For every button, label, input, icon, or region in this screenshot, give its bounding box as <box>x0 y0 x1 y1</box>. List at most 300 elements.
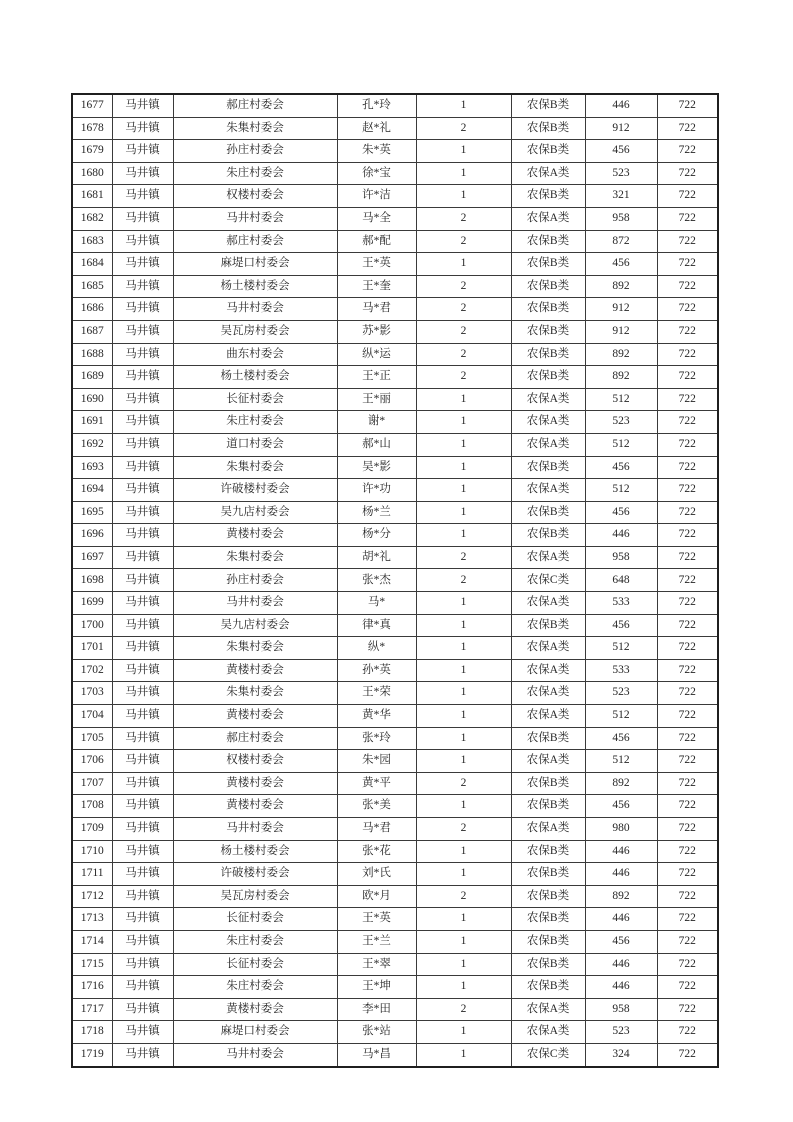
insurance-category: 农保B类 <box>511 185 585 208</box>
fixed-amount: 722 <box>657 795 718 818</box>
person-count: 1 <box>416 433 511 456</box>
village-committee: 权楼村委会 <box>173 750 337 773</box>
insurance-category: 农保A类 <box>511 705 585 728</box>
amount: 456 <box>585 501 657 524</box>
serial-number: 1709 <box>72 818 112 841</box>
insurance-category: 农保A类 <box>511 818 585 841</box>
table-row <box>72 366 718 389</box>
person-count: 2 <box>416 275 511 298</box>
town-name: 马井镇 <box>112 501 173 524</box>
fixed-amount: 722 <box>657 117 718 140</box>
serial-number: 1690 <box>72 388 112 411</box>
person-name: 郝*山 <box>337 433 416 456</box>
person-name: 杨*兰 <box>337 501 416 524</box>
insurance-category: 农保A类 <box>511 637 585 660</box>
village-committee: 黄楼村委会 <box>173 524 337 547</box>
amount: 512 <box>585 388 657 411</box>
insurance-category: 农保B类 <box>511 117 585 140</box>
fixed-amount: 722 <box>657 185 718 208</box>
amount: 512 <box>585 705 657 728</box>
person-name: 朱*英 <box>337 140 416 163</box>
serial-number: 1686 <box>72 298 112 321</box>
table-row <box>72 479 718 502</box>
amount: 872 <box>585 230 657 253</box>
person-name: 王*兰 <box>337 930 416 953</box>
town-name: 马井镇 <box>112 433 173 456</box>
amount: 456 <box>585 614 657 637</box>
person-count: 1 <box>416 1043 511 1066</box>
fixed-amount: 722 <box>657 682 718 705</box>
village-committee: 朱庄村委会 <box>173 976 337 999</box>
person-name: 律*真 <box>337 614 416 637</box>
serial-number: 1696 <box>72 524 112 547</box>
town-name: 马井镇 <box>112 343 173 366</box>
table-row <box>72 998 718 1021</box>
insurance-category: 农保B类 <box>511 253 585 276</box>
village-committee: 杨土楼村委会 <box>173 366 337 389</box>
person-name: 王*翠 <box>337 953 416 976</box>
person-name: 张*站 <box>337 1021 416 1044</box>
village-committee: 朱集村委会 <box>173 456 337 479</box>
fixed-amount: 722 <box>657 705 718 728</box>
person-count: 1 <box>416 614 511 637</box>
village-committee: 杨土楼村委会 <box>173 840 337 863</box>
person-count: 2 <box>416 772 511 795</box>
serial-number: 1714 <box>72 930 112 953</box>
table-row <box>72 659 718 682</box>
person-count: 1 <box>416 637 511 660</box>
person-count: 2 <box>416 818 511 841</box>
insurance-category: 农保B类 <box>511 524 585 547</box>
town-name: 马井镇 <box>112 885 173 908</box>
table-row <box>72 320 718 343</box>
person-count: 1 <box>416 1021 511 1044</box>
person-name: 张*美 <box>337 795 416 818</box>
town-name: 马井镇 <box>112 275 173 298</box>
person-name: 王*奎 <box>337 275 416 298</box>
fixed-amount: 722 <box>657 366 718 389</box>
amount: 892 <box>585 343 657 366</box>
village-committee: 吴瓦房村委会 <box>173 320 337 343</box>
village-committee: 孙庄村委会 <box>173 569 337 592</box>
village-committee: 黄楼村委会 <box>173 772 337 795</box>
town-name: 马井镇 <box>112 705 173 728</box>
insurance-category: 农保A类 <box>511 207 585 230</box>
table-row <box>72 433 718 456</box>
fixed-amount: 722 <box>657 637 718 660</box>
fixed-amount: 722 <box>657 230 718 253</box>
serial-number: 1694 <box>72 479 112 502</box>
table-row <box>72 501 718 524</box>
amount: 446 <box>585 840 657 863</box>
serial-number: 1707 <box>72 772 112 795</box>
village-committee: 黄楼村委会 <box>173 705 337 728</box>
table-row <box>72 456 718 479</box>
amount: 456 <box>585 253 657 276</box>
amount: 533 <box>585 659 657 682</box>
town-name: 马井镇 <box>112 298 173 321</box>
amount: 456 <box>585 140 657 163</box>
insurance-category: 农保A类 <box>511 682 585 705</box>
insurance-category: 农保B类 <box>511 501 585 524</box>
village-committee: 马井村委会 <box>173 1043 337 1066</box>
person-name: 李*田 <box>337 998 416 1021</box>
amount: 892 <box>585 366 657 389</box>
serial-number: 1706 <box>72 750 112 773</box>
person-count: 2 <box>416 117 511 140</box>
amount: 512 <box>585 433 657 456</box>
table-row <box>72 524 718 547</box>
person-name: 黄*平 <box>337 772 416 795</box>
person-count: 2 <box>416 230 511 253</box>
fixed-amount: 722 <box>657 456 718 479</box>
town-name: 马井镇 <box>112 185 173 208</box>
town-name: 马井镇 <box>112 727 173 750</box>
serial-number: 1688 <box>72 343 112 366</box>
table-row <box>72 275 718 298</box>
amount: 980 <box>585 818 657 841</box>
person-count: 1 <box>416 908 511 931</box>
fixed-amount: 722 <box>657 727 718 750</box>
serial-number: 1689 <box>72 366 112 389</box>
fixed-amount: 722 <box>657 863 718 886</box>
town-name: 马井镇 <box>112 976 173 999</box>
table-row <box>72 930 718 953</box>
village-committee: 吴九店村委会 <box>173 501 337 524</box>
person-count: 1 <box>416 162 511 185</box>
person-name: 许*洁 <box>337 185 416 208</box>
village-committee: 长征村委会 <box>173 953 337 976</box>
person-name: 许*功 <box>337 479 416 502</box>
amount: 892 <box>585 885 657 908</box>
town-name: 马井镇 <box>112 637 173 660</box>
amount: 958 <box>585 207 657 230</box>
person-name: 马* <box>337 592 416 615</box>
fixed-amount: 722 <box>657 320 718 343</box>
table-row <box>72 1043 718 1066</box>
amount: 512 <box>585 637 657 660</box>
amount: 446 <box>585 953 657 976</box>
village-committee: 许破楼村委会 <box>173 479 337 502</box>
person-name: 纵*运 <box>337 343 416 366</box>
person-count: 1 <box>416 501 511 524</box>
fixed-amount: 722 <box>657 343 718 366</box>
town-name: 马井镇 <box>112 524 173 547</box>
fixed-amount: 722 <box>657 840 718 863</box>
table-row <box>72 94 718 117</box>
village-committee: 长征村委会 <box>173 908 337 931</box>
person-name: 王*丽 <box>337 388 416 411</box>
serial-number: 1708 <box>72 795 112 818</box>
village-committee: 吴九店村委会 <box>173 614 337 637</box>
insurance-category: 农保A类 <box>511 998 585 1021</box>
village-committee: 黄楼村委会 <box>173 998 337 1021</box>
town-name: 马井镇 <box>112 320 173 343</box>
village-committee: 朱集村委会 <box>173 682 337 705</box>
town-name: 马井镇 <box>112 772 173 795</box>
person-name: 孔*玲 <box>337 94 416 117</box>
person-count: 1 <box>416 795 511 818</box>
fixed-amount: 722 <box>657 953 718 976</box>
amount: 523 <box>585 411 657 434</box>
town-name: 马井镇 <box>112 930 173 953</box>
insurance-category: 农保B类 <box>511 930 585 953</box>
insurance-category: 农保B类 <box>511 908 585 931</box>
table-row <box>72 863 718 886</box>
person-name: 刘*氏 <box>337 863 416 886</box>
serial-number: 1680 <box>72 162 112 185</box>
person-name: 王*英 <box>337 253 416 276</box>
town-name: 马井镇 <box>112 592 173 615</box>
serial-number: 1713 <box>72 908 112 931</box>
insurance-category: 农保B类 <box>511 727 585 750</box>
person-name: 孙*英 <box>337 659 416 682</box>
person-count: 2 <box>416 343 511 366</box>
person-count: 1 <box>416 411 511 434</box>
insurance-category: 农保A类 <box>511 546 585 569</box>
fixed-amount: 722 <box>657 998 718 1021</box>
person-name: 欧*月 <box>337 885 416 908</box>
amount: 648 <box>585 569 657 592</box>
serial-number: 1693 <box>72 456 112 479</box>
insurance-category: 农保A类 <box>511 479 585 502</box>
fixed-amount: 722 <box>657 1021 718 1044</box>
table-row <box>72 592 718 615</box>
fixed-amount: 722 <box>657 772 718 795</box>
table-row <box>72 750 718 773</box>
fixed-amount: 722 <box>657 1043 718 1066</box>
serial-number: 1684 <box>72 253 112 276</box>
fixed-amount: 722 <box>657 162 718 185</box>
town-name: 马井镇 <box>112 840 173 863</box>
person-count: 1 <box>416 930 511 953</box>
insurance-category: 农保B类 <box>511 772 585 795</box>
amount: 324 <box>585 1043 657 1066</box>
serial-number: 1699 <box>72 592 112 615</box>
person-count: 1 <box>416 388 511 411</box>
person-count: 1 <box>416 592 511 615</box>
table-row <box>72 388 718 411</box>
person-name: 马*昌 <box>337 1043 416 1066</box>
table-row <box>72 117 718 140</box>
insurance-category: 农保C类 <box>511 1043 585 1066</box>
village-committee: 孙庄村委会 <box>173 140 337 163</box>
town-name: 马井镇 <box>112 140 173 163</box>
fixed-amount: 722 <box>657 976 718 999</box>
serial-number: 1705 <box>72 727 112 750</box>
village-committee: 马井村委会 <box>173 207 337 230</box>
table-row <box>72 614 718 637</box>
person-count: 1 <box>416 479 511 502</box>
fixed-amount: 722 <box>657 569 718 592</box>
amount: 523 <box>585 1021 657 1044</box>
serial-number: 1679 <box>72 140 112 163</box>
town-name: 马井镇 <box>112 366 173 389</box>
village-committee: 郝庄村委会 <box>173 230 337 253</box>
beneficiary-table <box>71 93 719 1068</box>
town-name: 马井镇 <box>112 1021 173 1044</box>
village-committee: 马井村委会 <box>173 298 337 321</box>
insurance-category: 农保B类 <box>511 456 585 479</box>
amount: 512 <box>585 479 657 502</box>
town-name: 马井镇 <box>112 953 173 976</box>
amount: 456 <box>585 795 657 818</box>
village-committee: 许破楼村委会 <box>173 863 337 886</box>
serial-number: 1681 <box>72 185 112 208</box>
fixed-amount: 722 <box>657 207 718 230</box>
insurance-category: 农保B类 <box>511 795 585 818</box>
amount: 912 <box>585 298 657 321</box>
insurance-category: 农保B类 <box>511 863 585 886</box>
village-committee: 道口村委会 <box>173 433 337 456</box>
person-name: 徐*宝 <box>337 162 416 185</box>
person-name: 马*君 <box>337 298 416 321</box>
person-name: 杨*分 <box>337 524 416 547</box>
serial-number: 1717 <box>72 998 112 1021</box>
town-name: 马井镇 <box>112 456 173 479</box>
insurance-category: 农保A类 <box>511 162 585 185</box>
amount: 958 <box>585 546 657 569</box>
table-row <box>72 682 718 705</box>
table-row <box>72 637 718 660</box>
fixed-amount: 722 <box>657 592 718 615</box>
fixed-amount: 722 <box>657 94 718 117</box>
amount: 958 <box>585 998 657 1021</box>
insurance-category: 农保A类 <box>511 388 585 411</box>
town-name: 马井镇 <box>112 998 173 1021</box>
amount: 456 <box>585 930 657 953</box>
person-count: 1 <box>416 140 511 163</box>
village-committee: 麻堤口村委会 <box>173 253 337 276</box>
person-name: 张*玲 <box>337 727 416 750</box>
person-name: 马*全 <box>337 207 416 230</box>
person-name: 张*花 <box>337 840 416 863</box>
insurance-category: 农保B类 <box>511 885 585 908</box>
town-name: 马井镇 <box>112 818 173 841</box>
fixed-amount: 722 <box>657 546 718 569</box>
insurance-category: 农保A类 <box>511 659 585 682</box>
amount: 446 <box>585 94 657 117</box>
serial-number: 1711 <box>72 863 112 886</box>
fixed-amount: 722 <box>657 750 718 773</box>
amount: 512 <box>585 750 657 773</box>
insurance-category: 农保B类 <box>511 298 585 321</box>
table-row <box>72 207 718 230</box>
person-name: 郝*配 <box>337 230 416 253</box>
person-count: 1 <box>416 727 511 750</box>
fixed-amount: 722 <box>657 140 718 163</box>
town-name: 马井镇 <box>112 795 173 818</box>
person-count: 1 <box>416 524 511 547</box>
serial-number: 1677 <box>72 94 112 117</box>
person-count: 1 <box>416 863 511 886</box>
person-count: 2 <box>416 298 511 321</box>
person-name: 谢* <box>337 411 416 434</box>
person-name: 赵*礼 <box>337 117 416 140</box>
fixed-amount: 722 <box>657 253 718 276</box>
table-row <box>72 908 718 931</box>
person-name: 朱*园 <box>337 750 416 773</box>
fixed-amount: 722 <box>657 411 718 434</box>
serial-number: 1719 <box>72 1043 112 1066</box>
person-name: 王*正 <box>337 366 416 389</box>
table-row <box>72 727 718 750</box>
fixed-amount: 722 <box>657 275 718 298</box>
village-committee: 麻堤口村委会 <box>173 1021 337 1044</box>
amount: 892 <box>585 772 657 795</box>
person-count: 1 <box>416 253 511 276</box>
serial-number: 1691 <box>72 411 112 434</box>
town-name: 马井镇 <box>112 230 173 253</box>
serial-number: 1715 <box>72 953 112 976</box>
village-committee: 朱集村委会 <box>173 117 337 140</box>
fixed-amount: 722 <box>657 614 718 637</box>
serial-number: 1703 <box>72 682 112 705</box>
village-committee: 杨土楼村委会 <box>173 275 337 298</box>
serial-number: 1697 <box>72 546 112 569</box>
village-committee: 吴瓦房村委会 <box>173 885 337 908</box>
serial-number: 1704 <box>72 705 112 728</box>
amount: 456 <box>585 727 657 750</box>
person-count: 1 <box>416 456 511 479</box>
serial-number: 1710 <box>72 840 112 863</box>
insurance-category: 农保A类 <box>511 433 585 456</box>
village-committee: 马井村委会 <box>173 592 337 615</box>
fixed-amount: 722 <box>657 501 718 524</box>
town-name: 马井镇 <box>112 546 173 569</box>
fixed-amount: 722 <box>657 388 718 411</box>
table-row <box>72 569 718 592</box>
insurance-category: 农保B类 <box>511 320 585 343</box>
person-name: 苏*影 <box>337 320 416 343</box>
serial-number: 1716 <box>72 976 112 999</box>
serial-number: 1701 <box>72 637 112 660</box>
person-count: 1 <box>416 94 511 117</box>
village-committee: 权楼村委会 <box>173 185 337 208</box>
town-name: 马井镇 <box>112 614 173 637</box>
town-name: 马井镇 <box>112 659 173 682</box>
insurance-category: 农保B类 <box>511 953 585 976</box>
serial-number: 1695 <box>72 501 112 524</box>
table-row <box>72 840 718 863</box>
person-count: 2 <box>416 998 511 1021</box>
table-row <box>72 818 718 841</box>
village-committee: 黄楼村委会 <box>173 795 337 818</box>
insurance-category: 农保A类 <box>511 750 585 773</box>
amount: 523 <box>585 682 657 705</box>
town-name: 马井镇 <box>112 908 173 931</box>
town-name: 马井镇 <box>112 750 173 773</box>
town-name: 马井镇 <box>112 682 173 705</box>
person-count: 2 <box>416 320 511 343</box>
person-count: 2 <box>416 885 511 908</box>
serial-number: 1683 <box>72 230 112 253</box>
amount: 446 <box>585 908 657 931</box>
insurance-category: 农保B类 <box>511 840 585 863</box>
town-name: 马井镇 <box>112 388 173 411</box>
person-count: 2 <box>416 366 511 389</box>
person-count: 1 <box>416 659 511 682</box>
village-committee: 朱庄村委会 <box>173 162 337 185</box>
amount: 321 <box>585 185 657 208</box>
table-row <box>72 546 718 569</box>
fixed-amount: 722 <box>657 659 718 682</box>
table-row <box>72 230 718 253</box>
fixed-amount: 722 <box>657 818 718 841</box>
serial-number: 1700 <box>72 614 112 637</box>
fixed-amount: 722 <box>657 298 718 321</box>
fixed-amount: 722 <box>657 524 718 547</box>
